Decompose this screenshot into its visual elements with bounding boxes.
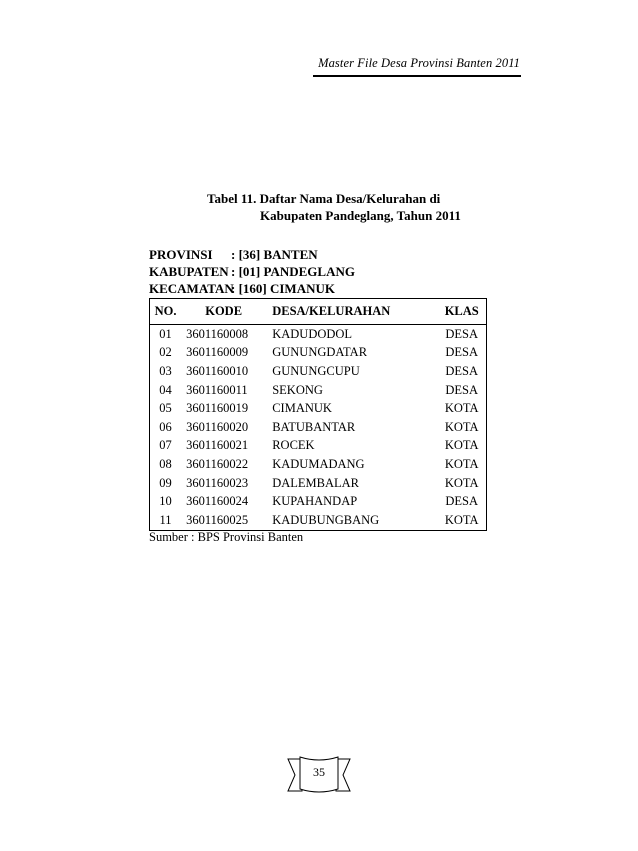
meta-kabupaten-value: : [01] PANDEGLANG <box>231 264 355 279</box>
cell-desa: ROCEK <box>272 438 315 453</box>
cell-no: 04 <box>159 382 172 397</box>
table-row <box>150 325 487 344</box>
cell-no: 09 <box>159 475 172 490</box>
cell-no: 06 <box>159 419 172 434</box>
cell-no: 03 <box>159 363 172 378</box>
meta-provinsi <box>149 247 318 263</box>
table-title-line-1: Tabel 11. Daftar Nama Desa/Kelurahan di <box>207 191 441 206</box>
source-note: Sumber : BPS Provinsi Banten <box>149 530 304 544</box>
cell-kode: 3601160024 <box>186 494 249 509</box>
cell-desa: KADUMADANG <box>272 456 365 471</box>
table-row <box>150 455 487 474</box>
cell-no: 11 <box>159 512 172 527</box>
cell-kode: 3601160020 <box>186 419 249 434</box>
cell-no: 02 <box>159 345 172 360</box>
page-number-scroll <box>286 755 352 795</box>
running-header: Master File Desa Provinsi Banten 2011 <box>318 56 520 70</box>
meta-provinsi-value: : [36] BANTEN <box>231 247 318 262</box>
header-no: NO. <box>150 299 182 325</box>
cell-klas: DESA <box>445 382 479 397</box>
cell-no: 05 <box>159 401 172 416</box>
table-row <box>150 381 487 400</box>
cell-klas: KOTA <box>444 419 479 434</box>
meta-kabupaten <box>149 264 355 280</box>
header-kode: KODE <box>181 299 266 325</box>
header-desa: DESA/KELURAHAN <box>266 299 437 325</box>
cell-kode: 3601160021 <box>186 438 249 453</box>
cell-kode: 3601160009 <box>186 345 249 360</box>
header-rule <box>313 75 521 77</box>
cell-klas: KOTA <box>444 512 479 527</box>
meta-kecamatan-value: : [160] CIMANUK <box>231 281 335 296</box>
table-row <box>150 344 487 363</box>
cell-kode: 3601160025 <box>186 512 249 527</box>
table-row <box>150 437 487 456</box>
cell-desa: GUNUNGCUPU <box>272 363 360 378</box>
table-header-row <box>150 299 487 325</box>
header-klas: KLAS <box>437 299 486 325</box>
meta-kecamatan <box>149 281 335 297</box>
table-row <box>150 418 487 437</box>
page-number: 35 <box>313 765 325 779</box>
meta-kabupaten-label: KABUPATEN <box>149 264 229 279</box>
cell-klas: DESA <box>445 326 479 341</box>
cell-desa: SEKONG <box>272 382 323 397</box>
table-row <box>150 492 487 511</box>
cell-klas: KOTA <box>444 456 479 471</box>
cell-klas: DESA <box>445 345 479 360</box>
table-row <box>150 511 487 530</box>
cell-no: 10 <box>159 494 172 509</box>
cell-kode: 3601160008 <box>186 326 249 341</box>
cell-kode: 3601160010 <box>186 363 249 378</box>
table-title-line-2: Kabupaten Pandeglang, Tahun 2011 <box>260 208 461 223</box>
table-row <box>150 362 487 381</box>
cell-klas: KOTA <box>444 475 479 490</box>
desa-table <box>149 298 487 531</box>
meta-kecamatan-label: KECAMATAN <box>149 281 234 296</box>
cell-no: 07 <box>159 438 172 453</box>
cell-klas: DESA <box>445 363 479 378</box>
cell-kode: 3601160022 <box>186 456 249 471</box>
cell-kode: 3601160023 <box>186 475 249 490</box>
cell-desa: DALEMBALAR <box>272 475 360 490</box>
cell-no: 01 <box>159 326 172 341</box>
cell-no: 08 <box>159 456 172 471</box>
table-row <box>150 399 487 418</box>
cell-klas: KOTA <box>444 401 479 416</box>
cell-desa: BATUBANTAR <box>272 419 356 434</box>
cell-klas: DESA <box>445 494 479 509</box>
cell-desa: GUNUNGDATAR <box>272 345 368 360</box>
cell-kode: 3601160011 <box>186 382 248 397</box>
cell-desa: KUPAHANDAP <box>272 494 358 509</box>
cell-desa: KADUDODOL <box>272 326 353 341</box>
meta-provinsi-label: PROVINSI <box>149 247 213 262</box>
cell-kode: 3601160019 <box>186 401 249 416</box>
table-row <box>150 474 487 493</box>
cell-desa: KADUBUNGBANG <box>272 512 380 527</box>
cell-klas: KOTA <box>444 438 479 453</box>
cell-desa: CIMANUK <box>272 401 332 416</box>
